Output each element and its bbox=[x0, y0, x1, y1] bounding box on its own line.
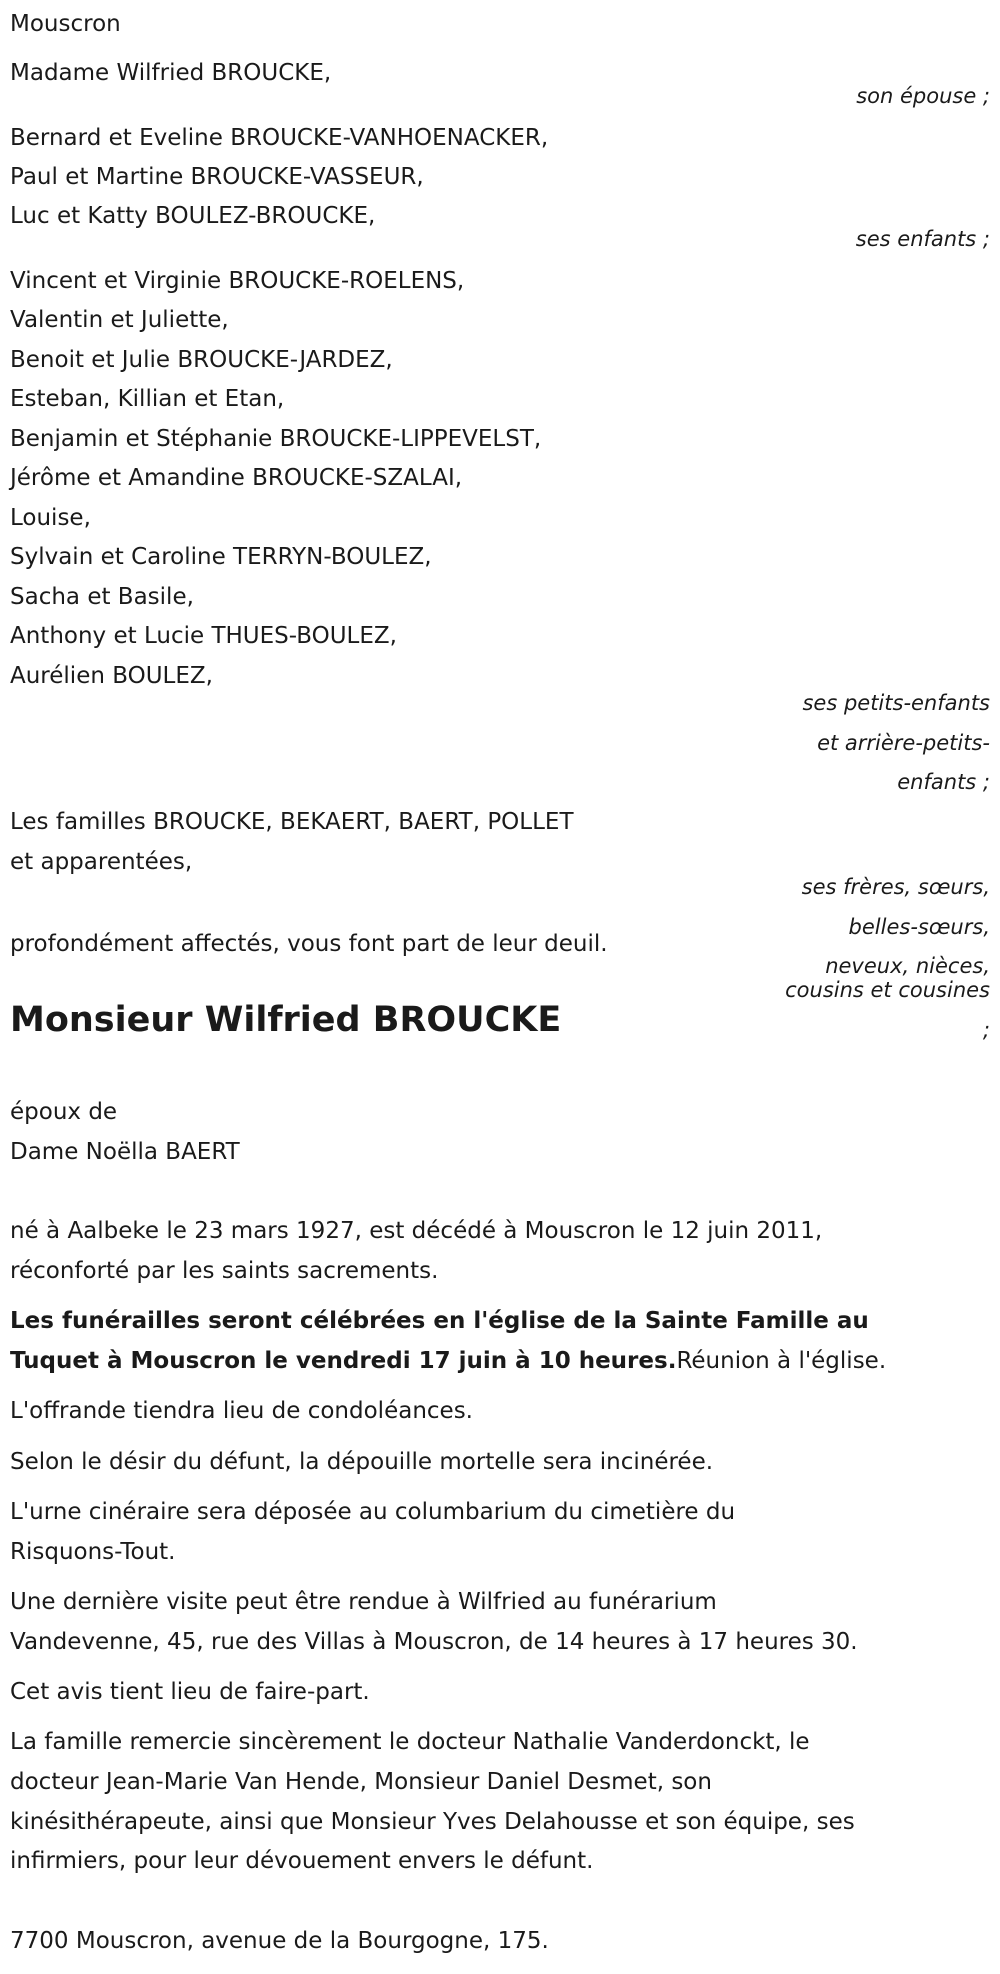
birth-death-line: né à Aalbeke le 23 mars 1927, est décédé à Mouscron le 12 juin 2011, bbox=[10, 1218, 823, 1244]
visit-line: Vandevenne, 45, rue des Villas à Mouscron, de 14 heures à 17 heures 30. bbox=[10, 1629, 858, 1655]
urn-line: L'urne cinéraire sera déposée au columbarium du cimetière du bbox=[10, 1499, 736, 1525]
families-role-line: cousins et cousines bbox=[785, 978, 990, 1002]
families-line: et apparentées, bbox=[10, 849, 193, 875]
families-role-line: ; bbox=[982, 1018, 990, 1042]
grandchild-name: Benoit et Julie BROUCKE-JARDEZ, bbox=[10, 347, 393, 373]
families-role-line: neveux, nièces, bbox=[825, 954, 990, 978]
grandchild-name: Sacha et Basile, bbox=[10, 584, 194, 610]
grandchild-name: Anthony et Lucie THUES-BOULEZ, bbox=[10, 623, 397, 649]
grandchild-name: Sylvain et Caroline TERRYN-BOULEZ, bbox=[10, 544, 432, 570]
grandchildren-role-line: et arrière-petits- bbox=[817, 731, 990, 755]
offering-line: L'offrande tiendra lieu de condoléances. bbox=[10, 1398, 473, 1424]
child-name: Paul et Martine BROUCKE-VASSEUR, bbox=[10, 164, 424, 190]
funeral-bold-line: Les funérailles seront célébrées en l'église de la Sainte Famille au bbox=[10, 1308, 869, 1334]
grandchildren-role-line: ses petits-enfants bbox=[802, 691, 990, 715]
spouse-name: Madame Wilfried BROUCKE, bbox=[10, 60, 332, 86]
grandchild-name: Aurélien BOULEZ, bbox=[10, 663, 213, 689]
address-line: 7700 Mouscron, avenue de la Bourgogne, 175. bbox=[10, 1928, 549, 1954]
thanks-line: La famille remercie sincèrement le docteur Nathalie Vanderdonckt, le bbox=[10, 1729, 810, 1755]
grandchild-name: Benjamin et Stéphanie BROUCKE-LIPPEVELST, bbox=[10, 426, 542, 452]
families-role-line: ses frères, sœurs, bbox=[801, 875, 990, 899]
child-name: Bernard et Eveline BROUCKE-VANHOENACKER, bbox=[10, 125, 549, 151]
families-line: Les familles BROUCKE, BEKAERT, BAERT, POLLET bbox=[10, 809, 574, 835]
grandchildren-role-line: enfants ; bbox=[897, 770, 990, 794]
deceased-name: Monsieur Wilfried BROUCKE bbox=[10, 1000, 562, 1040]
children-role: ses enfants ; bbox=[855, 227, 990, 251]
relation-line: époux de bbox=[10, 1099, 118, 1125]
families-role-line: belles-sœurs, bbox=[848, 915, 990, 939]
thanks-line: infirmiers, pour leur dévouement envers le défunt. bbox=[10, 1848, 594, 1874]
grandchild-name: Jérôme et Amandine BROUCKE-SZALAI, bbox=[10, 465, 463, 491]
birth-death-line: réconforté par les saints sacrements. bbox=[10, 1258, 439, 1284]
grandchild-name: Louise, bbox=[10, 505, 91, 531]
thanks-line: docteur Jean-Marie Van Hende, Monsieur Daniel Desmet, son bbox=[10, 1769, 712, 1795]
funeral-line bbox=[10, 1345, 886, 1377]
grandchild-name: Esteban, Killian et Etan, bbox=[10, 386, 285, 412]
visit-line: Une dernière visite peut être rendue à Wilfried au funérarium bbox=[10, 1589, 717, 1615]
child-name: Luc et Katty BOULEZ-BROUCKE, bbox=[10, 203, 376, 229]
spouse-role: son épouse ; bbox=[856, 84, 990, 108]
thanks-line: kinésithérapeute, ainsi que Monsieur Yves Delahousse et son équipe, ses bbox=[10, 1809, 855, 1835]
city-header: Mouscron bbox=[10, 11, 121, 37]
relation-line: Dame Noëlla BAERT bbox=[10, 1139, 240, 1165]
grandchild-name: Vincent et Virginie BROUCKE-ROELENS, bbox=[10, 268, 465, 294]
funeral-bold-line: Tuquet à Mouscron le vendredi 17 juin à 10 heures. bbox=[10, 1348, 677, 1374]
funeral-suffix: Réunion à l'église. bbox=[676, 1348, 887, 1374]
announcement-text: profondément affectés, vous font part de leur deuil. bbox=[10, 931, 608, 957]
cremation-line: Selon le désir du défunt, la dépouille mortelle sera incinérée. bbox=[10, 1449, 714, 1475]
urn-line: Risquons-Tout. bbox=[10, 1539, 176, 1565]
notice-line: Cet avis tient lieu de faire-part. bbox=[10, 1679, 370, 1705]
grandchild-name: Valentin et Juliette, bbox=[10, 307, 229, 333]
